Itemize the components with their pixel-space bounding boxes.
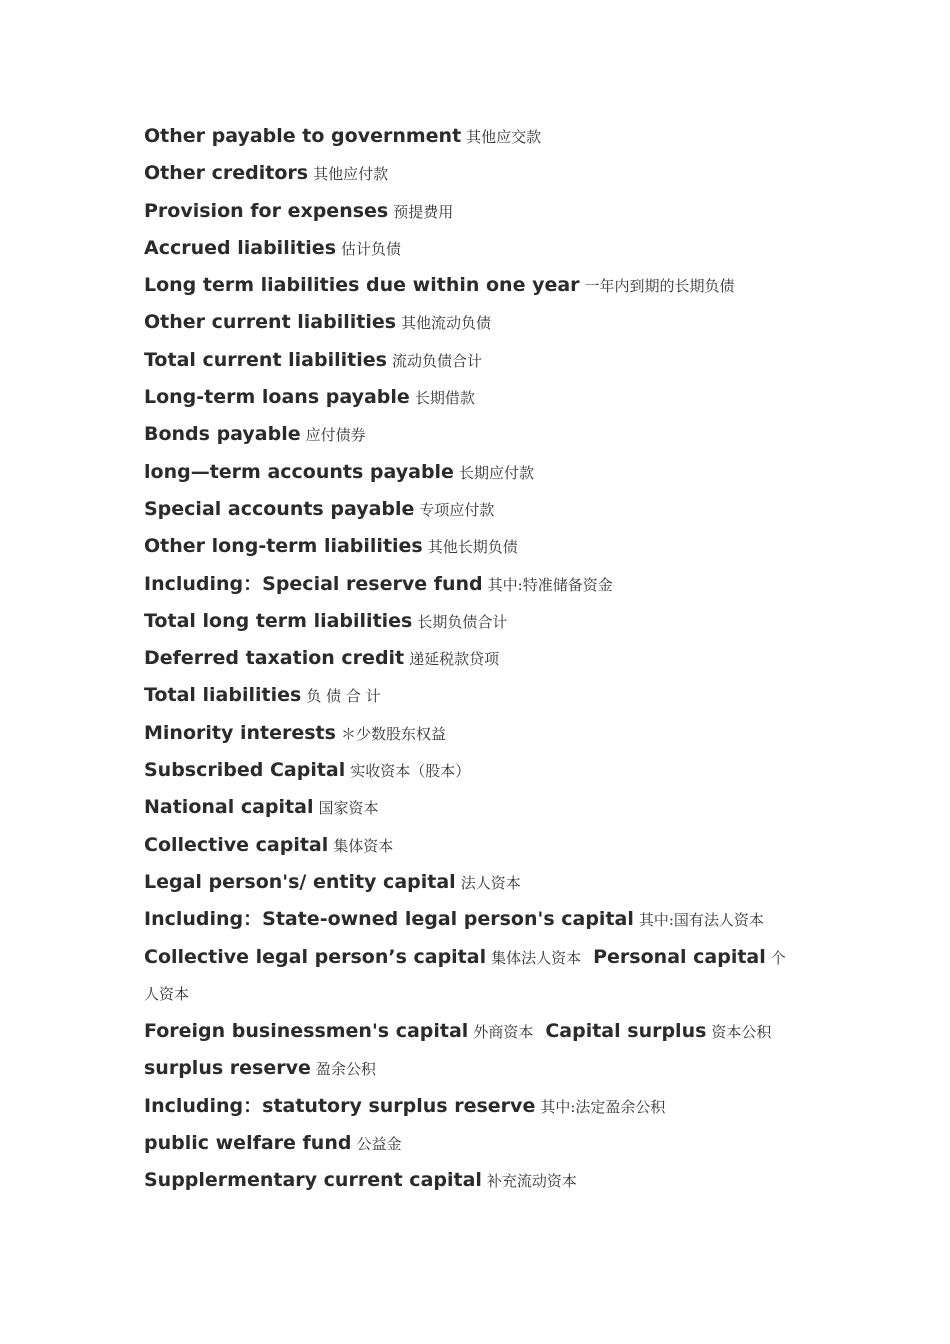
glossary-entry [144,864,824,901]
glossary-entry [144,454,824,491]
term-english: Supplermentary current capital [144,1169,482,1192]
glossary-entry [144,1162,824,1199]
glossary-entry [144,528,824,565]
glossary-entry [144,901,824,938]
term-chinese: 预提费用 [393,202,454,221]
term-chinese: 其中:国有法人资本 [638,911,764,930]
term-english: National capital [144,796,314,819]
term-english: Long-term loans payable [144,386,410,409]
glossary-entry [144,155,824,192]
term-english: Including：statutory surplus reserve [144,1094,536,1117]
term-chinese: 长期应付款 [458,463,534,482]
term-english: long—term accounts payable [144,460,454,483]
glossary-list [144,118,824,1200]
term-chinese: 流动负债合计 [391,351,482,370]
glossary-entry [144,566,824,603]
glossary-entry-combined [144,1013,824,1050]
glossary-entry [144,603,824,640]
glossary-entry [144,491,824,528]
term-english: Foreign businessmen's capital [144,1020,469,1043]
glossary-entry [144,379,824,416]
glossary-entry-combined [144,939,824,976]
term-chinese: 资本公积 [711,1023,772,1042]
term-english: Personal capital [593,945,766,968]
term-chinese: 其他应交款 [466,128,542,146]
term-english: Total long term liabilities [144,609,413,632]
term-english: Collective legal person’s capital [144,945,487,968]
term-chinese: 法人资本 [460,873,521,892]
term-chinese: 外商资本 [473,1023,534,1042]
term-chinese: ＊少数股东权益 [340,724,446,743]
term-chinese: 专项应付款 [419,500,495,519]
glossary-entry [144,752,824,789]
term-chinese: 长期借款 [414,389,475,408]
term-chinese: 其他应付款 [313,165,389,184]
term-chinese: 估计负债 [341,239,402,258]
glossary-entry [144,118,824,155]
glossary-entry [144,230,824,267]
term-english: Long term liabilities due within one year [144,274,580,297]
term-chinese: 一年内到期的长期负债 [584,277,735,296]
glossary-entry [144,267,824,304]
glossary-entry [144,342,824,379]
term-english: Legal person's/ entity capital [144,870,456,893]
glossary-entry [144,1125,824,1162]
term-chinese: 应付债券 [305,426,366,445]
term-chinese: 递延税款贷项 [409,650,500,669]
term-chinese: 长期负债合计 [417,612,508,631]
glossary-entry [144,1088,824,1125]
term-chinese: 补充流动资本 [486,1172,577,1191]
term-english: Other creditors [144,162,309,185]
term-english: public welfare fund [144,1132,352,1155]
term-chinese: 其中:法定盈余公积 [540,1097,666,1116]
term-english: Minority interests [144,721,336,744]
glossary-entry [144,640,824,677]
term-english: Accrued liabilities [144,236,337,259]
term-english: Including：State-owned legal person's capital [144,908,634,931]
term-english: Including：Special reserve fund [144,572,483,595]
term-chinese: 集体资本 [333,836,394,855]
term-english: Total current liabilities [144,348,387,371]
term-chinese: 负 债 合 计 [306,687,381,706]
term-english: Collective capital [144,833,329,856]
term-chinese: 集体法人资本 [491,948,582,967]
term-chinese: 其他流动负债 [401,314,492,333]
term-english: Total liabilities [144,684,302,707]
glossary-entry [144,1050,824,1087]
term-english: Bonds payable [144,423,301,446]
term-chinese: 实收资本（股本） [350,762,471,781]
term-english: Special accounts payable [144,497,415,520]
term-english: Provision for expenses [144,199,389,222]
glossary-entry [144,416,824,453]
term-english: Other payable to government [144,125,462,147]
glossary-entry [144,304,824,341]
term-chinese: 公益金 [356,1135,402,1154]
term-english: Subscribed Capital [144,759,346,782]
term-chinese: 其他长期负债 [427,538,518,557]
glossary-entry [144,827,824,864]
glossary-entry-wrap [144,976,824,1013]
term-chinese: 国家资本 [318,799,379,818]
term-english: Other long-term liabilities [144,535,423,558]
glossary-entry [144,715,824,752]
term-chinese: 盈余公积 [315,1060,376,1079]
glossary-entry [144,789,824,826]
term-chinese: 其中:特准储备资金 [487,575,613,594]
term-english: Deferred taxation credit [144,647,405,670]
term-chinese: 个 [770,948,786,967]
term-english: Other current liabilities [144,311,397,334]
term-english: surplus reserve [144,1057,311,1080]
glossary-entry [144,193,824,230]
term-chinese: 人资本 [144,984,190,1003]
term-english: Capital surplus [545,1020,707,1043]
glossary-entry [144,677,824,714]
